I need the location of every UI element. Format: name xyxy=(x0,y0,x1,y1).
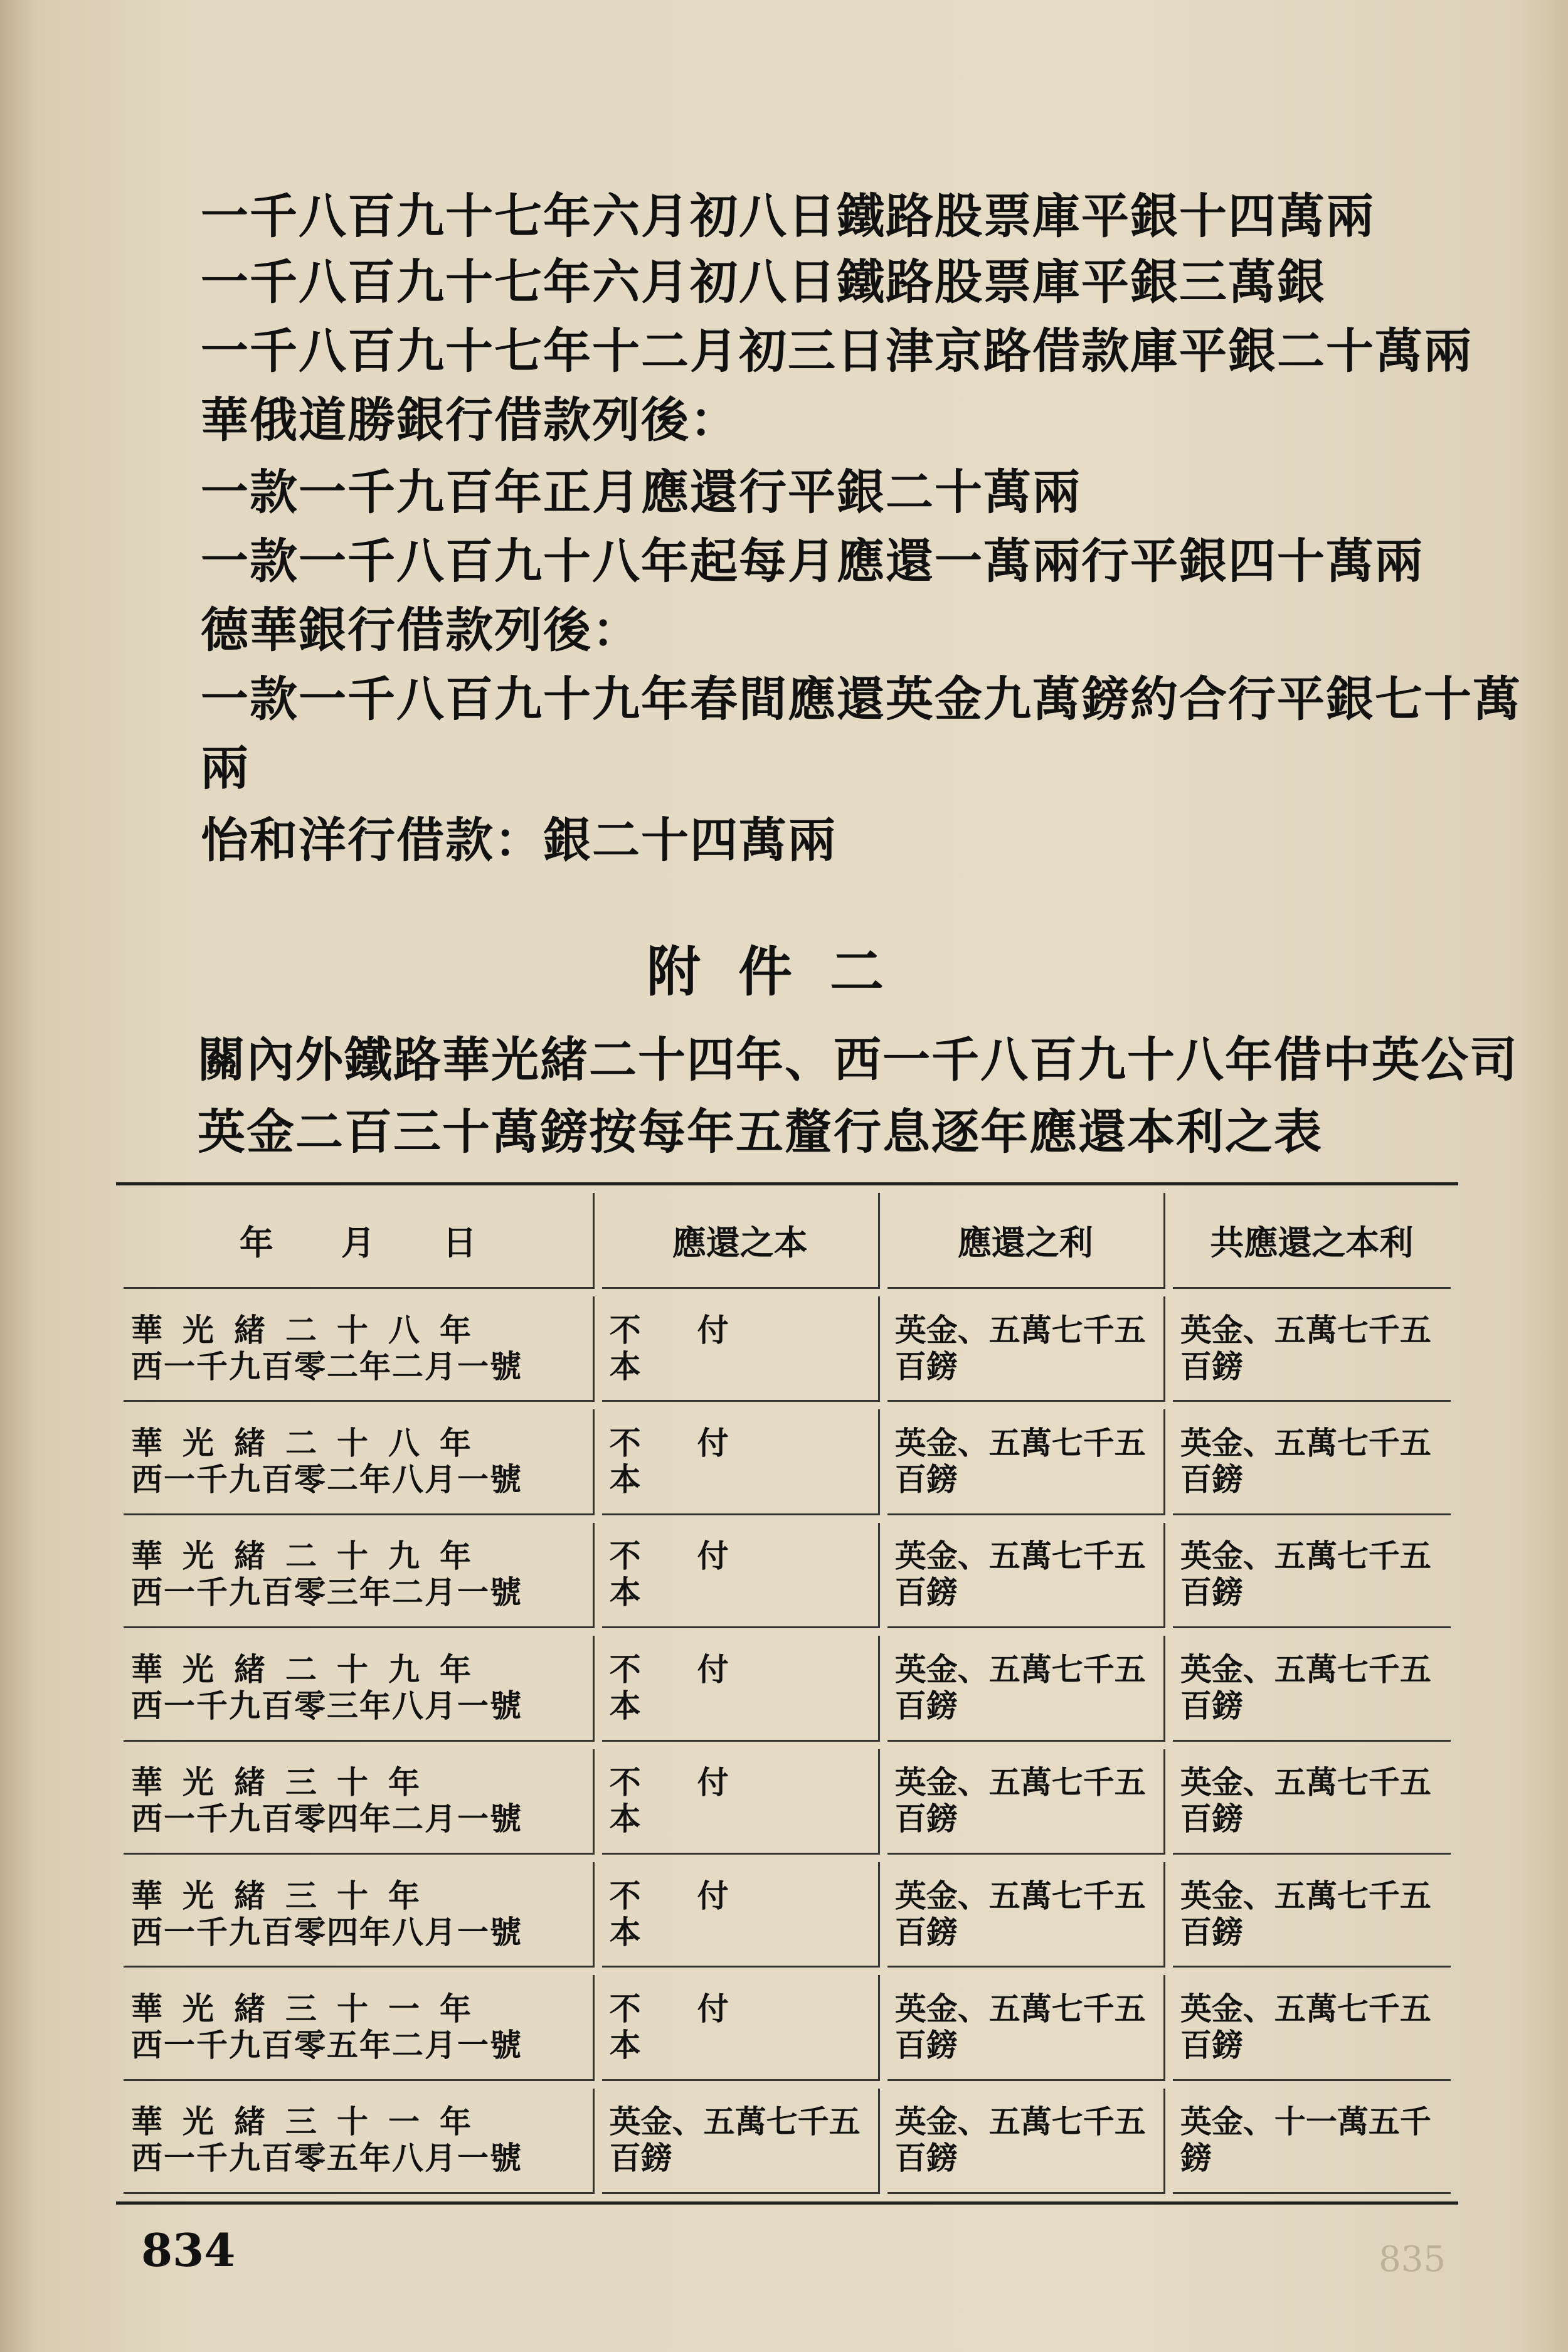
chinese-date: 華光緒二十九年 xyxy=(131,1537,491,1575)
chinese-date: 華光緒二十九年 xyxy=(131,1650,491,1688)
page-number: 834 xyxy=(141,2223,236,2277)
cell-interest: 英金、五萬七千五百鎊 xyxy=(887,1975,1165,2080)
cell-total: 英金、五萬七千五百鎊 xyxy=(1173,1749,1451,1855)
cell-principal: 英金、五萬七千五百鎊 xyxy=(602,2089,880,2194)
repayment-table xyxy=(116,1182,1458,2205)
western-date: 西一千九百零四年二月一號 xyxy=(131,1800,522,1838)
appendix-heading: 附件二 xyxy=(647,940,921,1004)
table-row xyxy=(124,1749,1451,1855)
table-row xyxy=(124,1523,1451,1628)
chinese-date: 華光緒二十八年 xyxy=(131,1311,491,1348)
table-header-row xyxy=(124,1193,1451,1289)
cell-date xyxy=(124,1523,595,1628)
cell-principal: 不付本 xyxy=(602,1636,880,1741)
text-line-9: 兩 xyxy=(201,740,250,796)
cell-total: 英金、十一萬五千鎊 xyxy=(1173,2089,1451,2194)
cell-date xyxy=(124,1975,595,2080)
table-row xyxy=(124,1975,1451,2080)
text-line-8: 一款一千八百九十九年春間應還英金九萬鎊約合行平銀七十萬 xyxy=(201,671,1522,727)
table-row xyxy=(124,1862,1451,1968)
facing-page-number: 835 xyxy=(1379,2239,1446,2280)
cell-total: 英金、五萬七千五百鎊 xyxy=(1173,1523,1451,1628)
western-date: 西一千九百零三年八月一號 xyxy=(131,1687,522,1724)
cell-interest: 英金、五萬七千五百鎊 xyxy=(887,1296,1165,1402)
cell-interest: 英金、五萬七千五百鎊 xyxy=(887,2089,1165,2194)
cell-principal: 不付本 xyxy=(602,1975,880,2080)
western-date: 西一千九百零三年二月一號 xyxy=(131,1574,522,1611)
cell-date xyxy=(124,2089,595,2194)
cell-total: 英金、五萬七千五百鎊 xyxy=(1173,1862,1451,1968)
cell-date xyxy=(124,1409,595,1515)
cell-date xyxy=(124,1749,595,1855)
cell-date xyxy=(124,1296,595,1402)
cell-date xyxy=(124,1862,595,1968)
text-line-4: 華俄道勝銀行借款列後： xyxy=(201,392,739,448)
cell-principal: 不付本 xyxy=(602,1523,880,1628)
chinese-date: 華光緒三十年 xyxy=(131,1877,440,1914)
text-line-10: 怡和洋行借款：銀二十四萬兩 xyxy=(201,812,837,868)
cell-principal: 不付本 xyxy=(602,1296,880,1402)
western-date: 西一千九百零四年八月一號 xyxy=(131,1913,522,1951)
table-row xyxy=(124,1296,1451,1402)
cell-interest: 英金、五萬七千五百鎊 xyxy=(887,1523,1165,1628)
chinese-date: 華光緒三十一年 xyxy=(131,1989,491,2027)
table-row xyxy=(124,1636,1451,1741)
cell-interest: 英金、五萬七千五百鎊 xyxy=(887,1409,1165,1515)
cell-principal: 不付本 xyxy=(602,1749,880,1855)
cell-total: 英金、五萬七千五百鎊 xyxy=(1173,1409,1451,1515)
text-line-3: 一千八百九十七年十二月初三日津京路借款庫平銀二十萬兩 xyxy=(201,323,1473,379)
cell-principal: 不付本 xyxy=(602,1409,880,1515)
table-row xyxy=(124,1409,1451,1515)
western-date: 西一千九百零二年二月一號 xyxy=(131,1347,522,1385)
chinese-date: 華光緒二十八年 xyxy=(131,1424,491,1462)
text-line-1: 一千八百九十七年六月初八日鐵路股票庫平銀十四萬兩 xyxy=(201,188,1375,244)
cell-interest: 英金、五萬七千五百鎊 xyxy=(887,1862,1165,1968)
caption-line-1: 關內外鐵路華光緒二十四年、西一千八百九十八年借中英公司 xyxy=(198,1032,1518,1088)
text-line-2: 一千八百九十七年六月初八日鐵路股票庫平銀三萬銀 xyxy=(201,254,1326,310)
western-date: 西一千九百零五年二月一號 xyxy=(131,2026,522,2063)
cell-total: 英金、五萬七千五百鎊 xyxy=(1173,1296,1451,1402)
chinese-date: 華光緒三十一年 xyxy=(131,2103,491,2141)
header-date: 年 月 日 xyxy=(124,1193,595,1289)
table-row xyxy=(124,2089,1451,2194)
cell-interest: 英金、五萬七千五百鎊 xyxy=(887,1636,1165,1741)
western-date: 西一千九百零五年八月一號 xyxy=(131,2139,522,2177)
header-interest: 應還之利 xyxy=(887,1193,1165,1289)
cell-principal: 不付本 xyxy=(602,1862,880,1968)
caption-line-2: 英金二百三十萬鎊按每年五釐行息逐年應還本利之表 xyxy=(198,1104,1323,1160)
header-total: 共應還之本利 xyxy=(1173,1193,1451,1289)
cell-total: 英金、五萬七千五百鎊 xyxy=(1173,1636,1451,1741)
cell-date xyxy=(124,1636,595,1741)
text-line-5: 一款一千九百年正月應還行平銀二十萬兩 xyxy=(201,464,1081,520)
cell-interest: 英金、五萬七千五百鎊 xyxy=(887,1749,1165,1855)
text-line-6: 一款一千八百九十八年起每月應還一萬兩行平銀四十萬兩 xyxy=(201,533,1424,589)
header-principal: 應還之本 xyxy=(602,1193,880,1289)
cell-total: 英金、五萬七千五百鎊 xyxy=(1173,1975,1451,2080)
chinese-date: 華光緒三十年 xyxy=(131,1764,440,1801)
text-line-7: 德華銀行借款列後： xyxy=(201,602,641,658)
western-date: 西一千九百零二年八月一號 xyxy=(131,1461,522,1498)
